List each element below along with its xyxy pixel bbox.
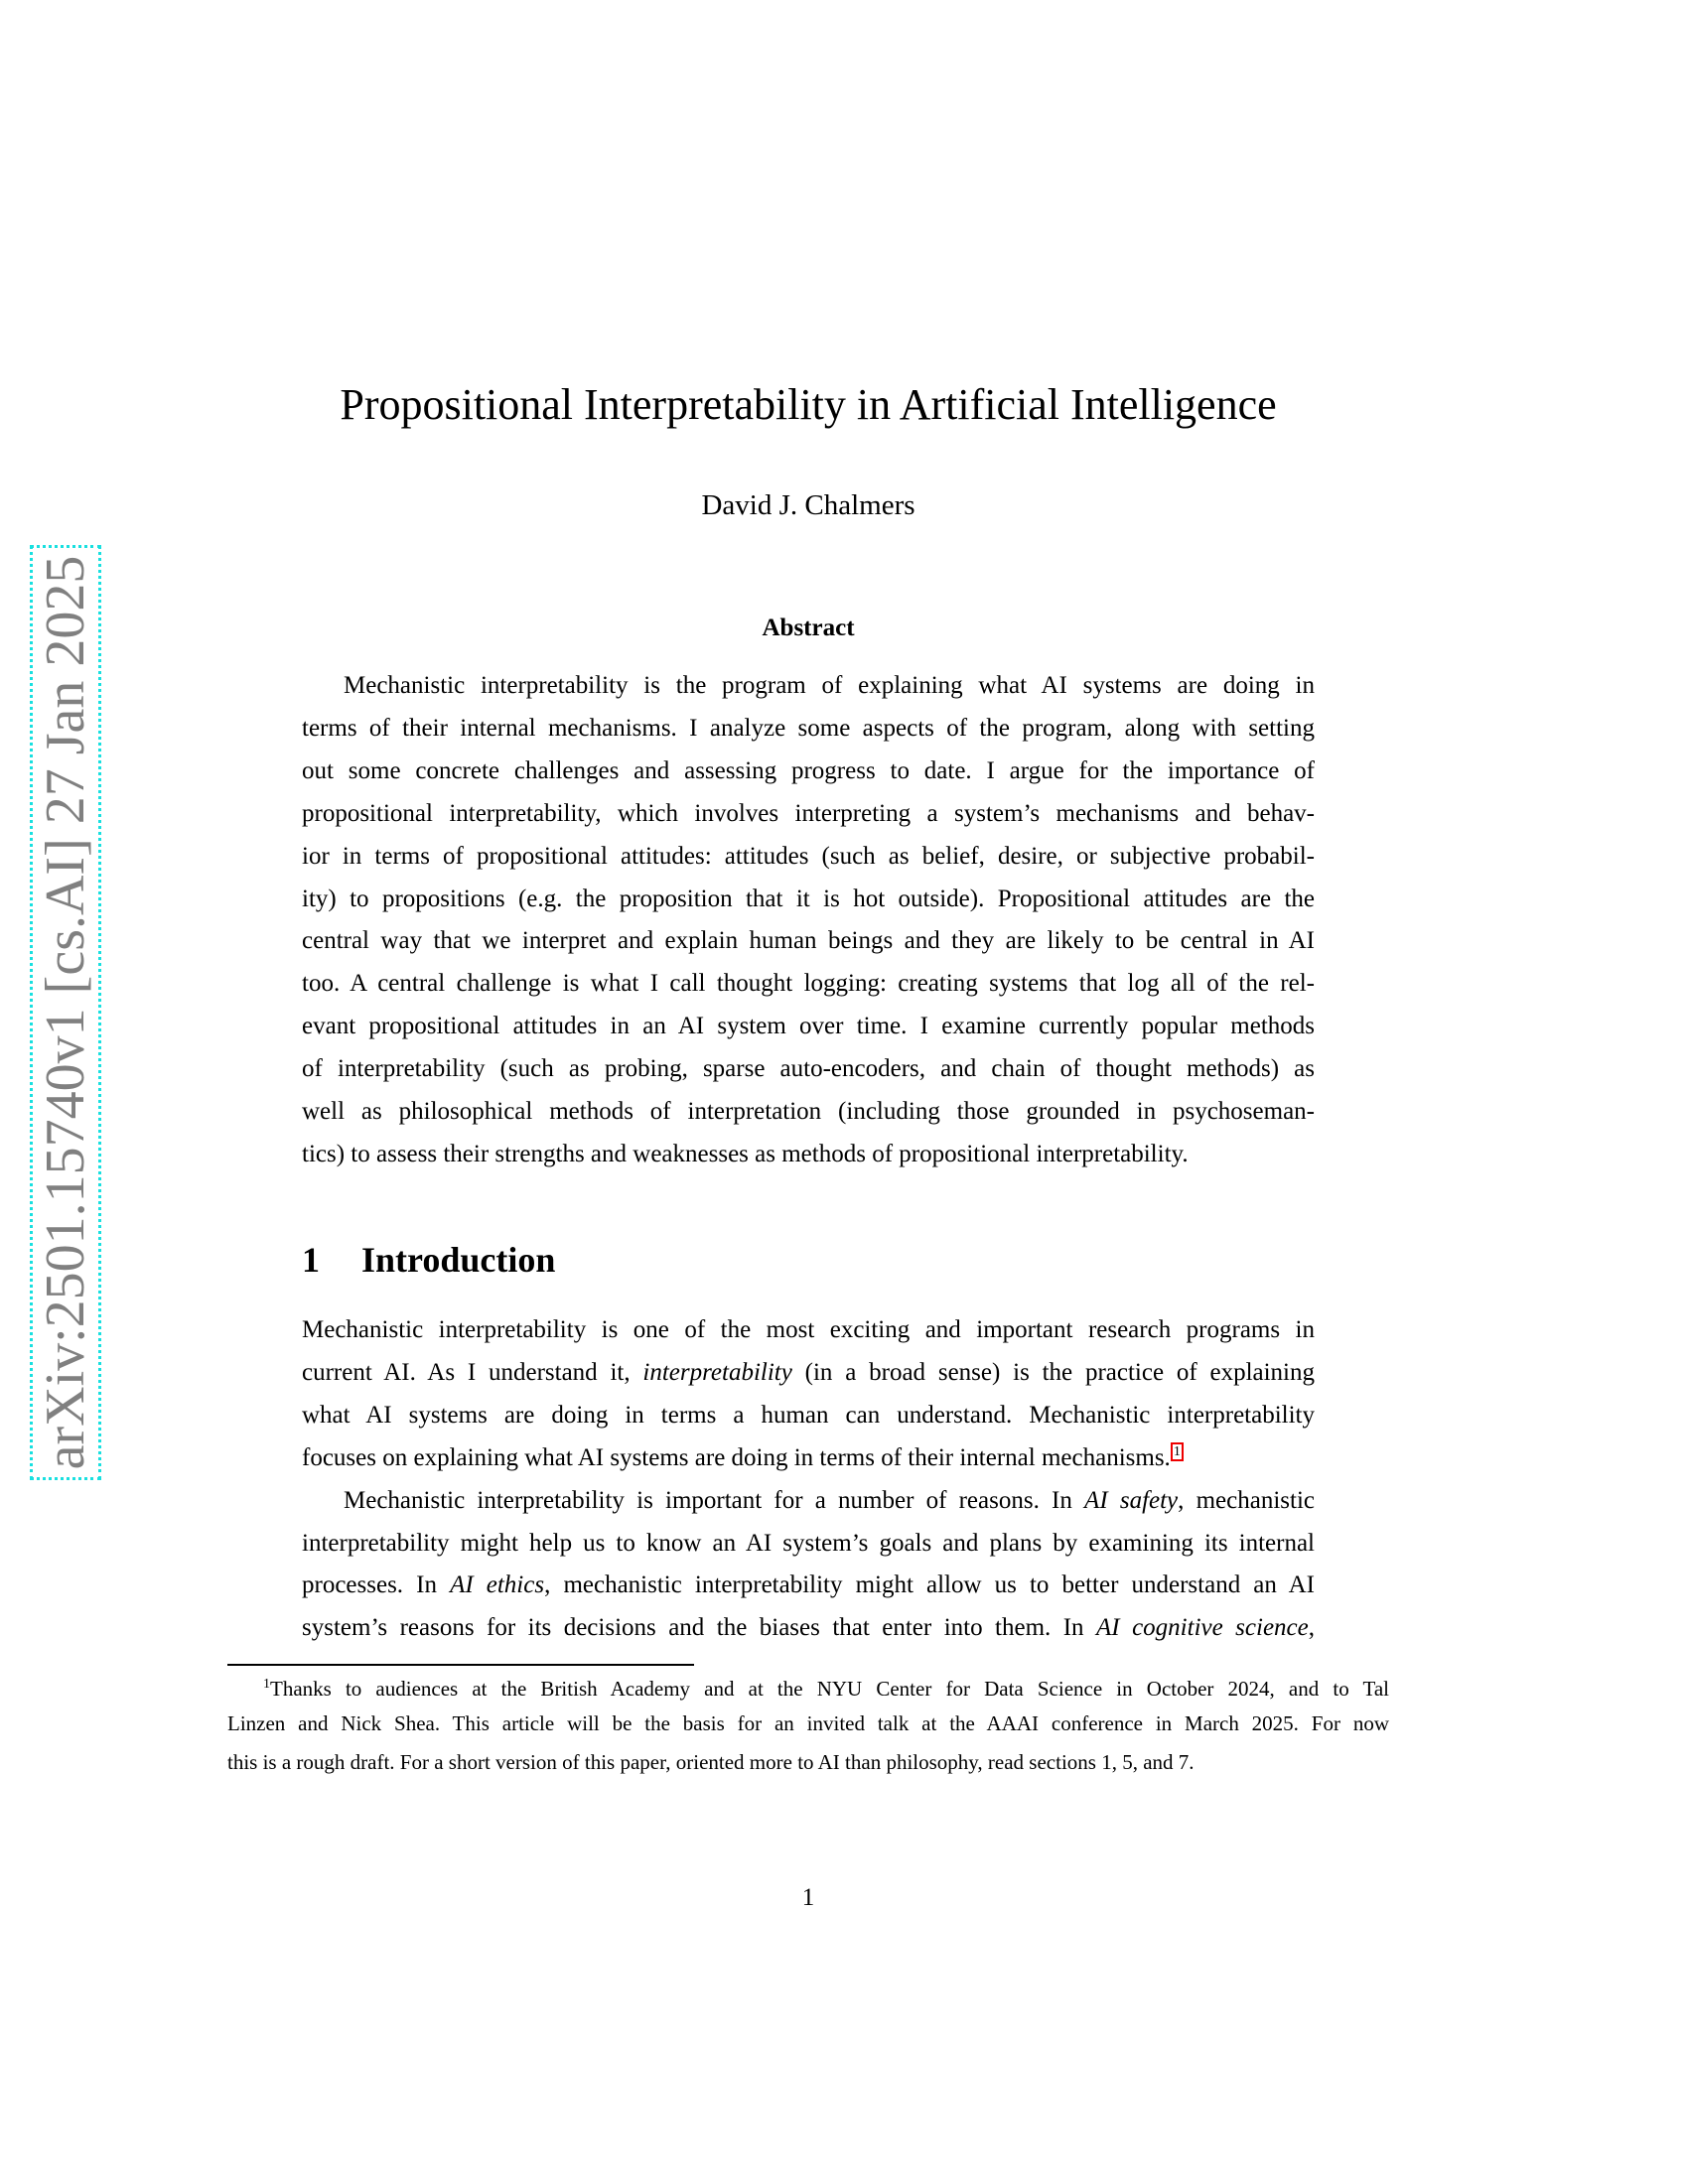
abstract-line: ity) to propositions (e.g. the proposition that it is hot outside). Propositional attitudes are the	[302, 885, 1315, 912]
abstract-line: tics) to assess their strengths and weaknesses as methods of propositional interpretability.	[302, 1140, 1189, 1167]
section-number: 1	[302, 1240, 320, 1280]
text-span: interpretability might help us to know an AI system’s goals and plans by examining its internal	[302, 1529, 1315, 1557]
intro-line	[302, 1358, 1315, 1388]
text-span: processes. In	[302, 1571, 451, 1599]
footnote-text: this is a rough draft. For a short version of this paper, oriented more to AI than philosophy, read sections 1, 5, and 7.	[227, 1750, 1195, 1774]
text-span: Mechanistic interpretability is one of the most exciting and important research programs in	[302, 1316, 1315, 1343]
footnote-mark: 1	[263, 1677, 270, 1692]
abstract-line: evant propositional attitudes in an AI system over time. I examine currently popular methods	[302, 1013, 1315, 1040]
abstract-line: central way that we interpret and explain human beings and they are likely to be central in AI	[302, 927, 1315, 955]
text-span: Mechanistic interpretability is important for a number of reasons. In	[344, 1486, 1085, 1514]
page-number: 1	[801, 1884, 815, 1911]
abstract-line: ior in terms of propositional attitudes: attitudes (such as belief, desire, or subjective probabil-	[302, 842, 1315, 870]
emphasis-text: AI cognitive science	[1096, 1614, 1309, 1642]
text-span: current AI. As I understand it,	[302, 1358, 643, 1386]
footnote-line	[227, 1749, 1389, 1775]
footnote-link[interactable]: 1	[1171, 1442, 1184, 1461]
footnote-text: Thanks to audiences at the British Academy and at the NYU Center for Data Science in October 2024, and to Tal	[270, 1677, 1389, 1701]
arxiv-stamp[interactable]	[30, 545, 101, 1480]
text-span: , mechanistic interpretability might allow us to better understand an AI	[544, 1571, 1315, 1599]
intro-line	[302, 1529, 1315, 1559]
section-heading	[302, 1239, 555, 1281]
abstract-line: propositional interpretability, which involves interpreting a system’s mechanisms and behav-	[302, 799, 1315, 827]
intro-line	[302, 1401, 1315, 1431]
author: David J. Chalmers	[701, 489, 915, 521]
footnote-line	[227, 1672, 1389, 1702]
text-span: system’s reasons for its decisions and the biases that enter into them. In	[302, 1614, 1097, 1642]
intro-line	[302, 1443, 1315, 1473]
abstract-line: too. A central challenge is what I call thought logging: creating systems that log all of the rel-	[302, 970, 1315, 998]
abstract-line: of interpretability (such as probing, sparse auto-encoders, and chain of thought methods) as	[302, 1055, 1315, 1083]
text-span: what AI systems are doing in terms a human can understand. Mechanistic interpretability	[302, 1401, 1315, 1429]
emphasis-text: interpretability	[642, 1358, 792, 1386]
section-title: Introduction	[361, 1240, 556, 1280]
intro-line	[302, 1486, 1315, 1516]
paper-title: Propositional Interpretability in Artificial Intelligence	[340, 380, 1277, 429]
footnote-line	[227, 1710, 1389, 1736]
abstract-heading: Abstract	[762, 614, 855, 641]
text-span: (in a broad sense) is the practice of explaining	[791, 1358, 1315, 1386]
footnote-text: Linzen and Nick Shea. This article will be the basis for an invited talk at the AAAI conference in March 2025. For now	[227, 1711, 1389, 1735]
abstract-line: out some concrete challenges and assessing progress to date. I argue for the importance of	[302, 756, 1315, 784]
intro-line	[302, 1315, 1315, 1345]
footnote-rule	[227, 1664, 694, 1666]
intro-line	[302, 1570, 1315, 1600]
intro-line	[302, 1613, 1315, 1643]
emphasis-text: AI ethics	[450, 1571, 545, 1599]
text-span: ,	[1308, 1614, 1315, 1642]
text-span: focuses on explaining what AI systems are doing in terms of their internal mechanisms.	[302, 1443, 1171, 1471]
abstract-line: well as philosophical methods of interpretation (including those grounded in psychoseman-	[302, 1098, 1315, 1125]
abstract-line: Mechanistic interpretability is the program of explaining what AI systems are doing in	[344, 672, 1315, 699]
text-span: , mechanistic	[1178, 1486, 1315, 1514]
arxiv-stamp-text: arXiv:2501.15740v1 [cs.AI] 27 Jan 2025	[35, 555, 96, 1470]
emphasis-text: AI safety	[1084, 1486, 1179, 1514]
abstract-line: terms of their internal mechanisms. I analyze some aspects of the program, along with setting	[302, 714, 1315, 742]
